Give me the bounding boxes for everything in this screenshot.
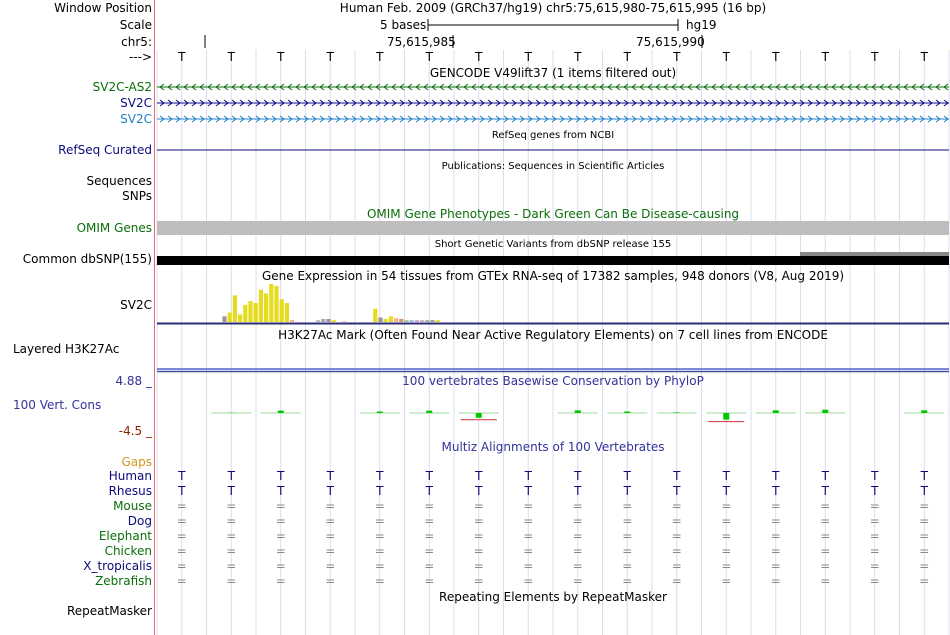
alignment-cell: =	[622, 559, 633, 573]
alignment-cell: =	[374, 574, 385, 588]
alignment-cell: =	[176, 499, 187, 513]
gencode-track-title[interactable]: GENCODE V49lift37 (1 items filtered out)	[429, 66, 677, 80]
alignment-cell: =	[869, 559, 880, 573]
alignment-cell: =	[473, 529, 484, 543]
publications-label-sequences[interactable]: Sequences	[86, 174, 152, 188]
conservation-bar	[773, 410, 779, 413]
window-position-label: Window Position	[54, 1, 152, 15]
dbsnp-bar	[157, 256, 949, 265]
alignment-cell: =	[473, 574, 484, 588]
species-label[interactable]: Mouse	[113, 499, 152, 513]
base-letter: T	[871, 50, 879, 64]
alignment-cell: =	[770, 559, 781, 573]
publications-track-title[interactable]: Publications: Sequences in Scientific Articles	[441, 161, 665, 172]
alignment-cell: =	[869, 529, 880, 543]
multiz-gaps-label[interactable]: Gaps	[121, 455, 152, 469]
base-letter: T	[722, 50, 730, 64]
base-letter: T	[772, 50, 780, 64]
gtex-tissue-bar	[316, 320, 320, 322]
scale-assembly: hg19	[686, 18, 717, 32]
alignment-cell: =	[919, 529, 930, 543]
alignment-cell: =	[820, 574, 831, 588]
alignment-cell: T	[524, 469, 532, 483]
alignment-cell: T	[277, 469, 285, 483]
alignment-cell: =	[770, 514, 781, 528]
alignment-cell: =	[176, 559, 187, 573]
alignment-cell: =	[325, 544, 336, 558]
refseq-track-title[interactable]: RefSeq genes from NCBI	[491, 130, 615, 141]
alignment-cell: =	[572, 499, 583, 513]
gtex-tissue-bar	[404, 320, 408, 322]
alignment-cell: =	[424, 559, 435, 573]
alignment-cell: =	[275, 544, 286, 558]
repeatmasker-track-title[interactable]: Repeating Elements by RepeatMasker	[439, 590, 667, 604]
alignment-cell: =	[523, 514, 534, 528]
gencode-item-sv2c[interactable]: SV2C	[120, 96, 152, 110]
alignment-cell: =	[473, 544, 484, 558]
alignment-cell: T	[772, 469, 780, 483]
gtex-tissue-bar	[248, 301, 252, 322]
base-letter: T	[574, 50, 582, 64]
conservation-bar	[674, 412, 680, 413]
alignment-cell: =	[622, 544, 633, 558]
strand-label: --->	[128, 50, 152, 64]
alignment-cell: =	[770, 574, 781, 588]
alignment-cell: =	[523, 499, 534, 513]
alignment-cell: =	[671, 559, 682, 573]
gtex-tissue-bar	[332, 320, 336, 322]
alignment-cell: T	[425, 484, 433, 498]
alignment-cell: =	[820, 529, 831, 543]
base-letter: T	[326, 50, 334, 64]
gtex-tissue-bar	[264, 294, 268, 323]
alignment-cell: T	[673, 484, 681, 498]
alignment-cell: =	[325, 529, 336, 543]
window-position-value: Human Feb. 2009 (GRCh37/hg19) chr5:75,615,980-75,615,995 (16 bp)	[339, 1, 767, 15]
alignment-cell: T	[920, 484, 928, 498]
alignment-cell: T	[722, 484, 730, 498]
alignment-cell: =	[523, 574, 534, 588]
refseq-track-label[interactable]: RefSeq Curated	[58, 143, 152, 157]
alignment-cell: =	[226, 499, 237, 513]
alignment-cell: T	[227, 469, 235, 483]
conservation-max-label: 4.88 _	[115, 374, 152, 388]
alignment-cell: =	[671, 574, 682, 588]
base-letter: T	[475, 50, 483, 64]
alignment-cell: =	[919, 559, 930, 573]
alignment-cell: T	[871, 469, 879, 483]
coord-left: 75,615,985	[387, 35, 456, 49]
h3k27ac-track-label[interactable]: Layered H3K27Ac	[13, 342, 120, 356]
alignment-cell: =	[919, 544, 930, 558]
alignment-cell: =	[176, 514, 187, 528]
base-letter: T	[376, 50, 384, 64]
alignment-cell: =	[770, 499, 781, 513]
gtex-tissue-bar	[254, 303, 258, 322]
conservation-bar	[624, 412, 630, 414]
alignment-cell: =	[919, 574, 930, 588]
alignment-cell: =	[226, 559, 237, 573]
alignment-cell: =	[176, 529, 187, 543]
dbsnp-track-title[interactable]: Short Genetic Variants from dbSNP release 155	[434, 239, 672, 250]
alignment-cell: T	[376, 469, 384, 483]
alignment-cell: =	[523, 529, 534, 543]
scale-bases-text: 5 bases	[380, 18, 427, 32]
alignment-cell: T	[524, 484, 532, 498]
alignment-cell: T	[871, 484, 879, 498]
gtex-tissue-bar	[425, 320, 429, 322]
alignment-cell: =	[275, 574, 286, 588]
base-letter: T	[524, 50, 532, 64]
base-letter: T	[178, 50, 186, 64]
gtex-tissue-bar	[269, 284, 273, 322]
alignment-cell: =	[770, 529, 781, 543]
alignment-cell: T	[821, 469, 829, 483]
gtex-tissue-bar	[436, 320, 440, 322]
alignment-cell: =	[226, 574, 237, 588]
dbsnp-bar-upper	[800, 252, 949, 256]
alignment-cell: =	[671, 514, 682, 528]
alignment-cell: =	[523, 559, 534, 573]
alignment-cell: =	[869, 514, 880, 528]
alignment-cell: =	[473, 559, 484, 573]
gtex-tissue-bar	[238, 314, 242, 322]
species-label[interactable]: X_tropicalis	[83, 559, 152, 573]
gtex-tissue-bar	[430, 320, 434, 322]
alignment-cell: =	[374, 529, 385, 543]
alignment-cell: T	[722, 469, 730, 483]
alignment-cell: =	[325, 514, 336, 528]
publications-label-snps[interactable]: SNPs	[122, 189, 152, 203]
alignment-cell: =	[820, 499, 831, 513]
alignment-cell: T	[425, 469, 433, 483]
alignment-cell: =	[869, 544, 880, 558]
conservation-bar	[575, 410, 581, 413]
alignment-cell: T	[574, 469, 582, 483]
gtex-tissue-bar	[410, 320, 414, 322]
alignment-cell: =	[919, 499, 930, 513]
gtex-tissue-bar	[399, 319, 403, 322]
conservation-bar	[377, 412, 383, 414]
alignment-cell: =	[770, 544, 781, 558]
base-letter: T	[821, 50, 829, 64]
chrom-label: chr5:	[121, 35, 152, 49]
alignment-cell: T	[475, 469, 483, 483]
conservation-min-label: -4.5 _	[118, 424, 152, 438]
alignment-cell: =	[721, 544, 732, 558]
gtex-tissue-bar	[222, 316, 226, 322]
repeatmasker-track-label[interactable]: RepeatMasker	[66, 604, 152, 618]
alignment-cell: =	[572, 514, 583, 528]
species-label[interactable]: Human	[108, 469, 152, 483]
alignment-cell: =	[622, 514, 633, 528]
alignment-cell: =	[572, 529, 583, 543]
alignment-cell: T	[574, 484, 582, 498]
conservation-bar	[921, 410, 927, 413]
gencode-item-sv2c-as2[interactable]: SV2C-AS2	[92, 80, 152, 94]
alignment-cell: T	[326, 484, 334, 498]
alignment-cell: =	[869, 499, 880, 513]
base-letter: T	[623, 50, 631, 64]
conservation-bar	[278, 411, 284, 413]
alignment-cell: =	[721, 514, 732, 528]
alignment-cell: =	[721, 559, 732, 573]
alignment-cell: =	[374, 499, 385, 513]
gtex-tissue-bar	[389, 316, 393, 322]
gtex-tissue-bar	[290, 320, 294, 322]
alignment-cell: T	[623, 469, 631, 483]
species-label[interactable]: Elephant	[98, 529, 152, 543]
alignment-cell: =	[424, 574, 435, 588]
gtex-tissue-bar	[342, 321, 346, 322]
alignment-cell: =	[572, 544, 583, 558]
conservation-bar	[822, 410, 828, 413]
gtex-tissue-bar	[394, 318, 398, 322]
alignment-cell: =	[325, 499, 336, 513]
multiz-track-title[interactable]: Multiz Alignments of 100 Vertebrates	[441, 440, 665, 454]
alignment-cell: =	[226, 514, 237, 528]
gtex-track-title[interactable]: Gene Expression in 54 tissues from GTEx RNA-seq of 17382 samples, 948 donors (V8, Aug 2019)	[261, 269, 845, 283]
alignment-cell: =	[622, 529, 633, 543]
species-label[interactable]: Rhesus	[108, 484, 152, 498]
dbsnp-track-label[interactable]: Common dbSNP(155)	[22, 252, 152, 266]
alignment-cell: =	[572, 574, 583, 588]
conservation-bar	[723, 413, 729, 420]
alignment-cell: T	[772, 484, 780, 498]
alignment-cell: =	[226, 529, 237, 543]
alignment-cell: =	[374, 514, 385, 528]
base-letter: T	[673, 50, 681, 64]
conservation-track-title[interactable]: 100 vertebrates Basewise Conservation by PhyloP	[402, 374, 704, 388]
alignment-cell: T	[475, 484, 483, 498]
gtex-tissue-bar	[228, 313, 232, 323]
conservation-bar	[426, 411, 432, 413]
gtex-tissue-bar	[321, 319, 325, 322]
alignment-cell: T	[178, 484, 186, 498]
alignment-cell: =	[424, 544, 435, 558]
alignment-cell: =	[374, 544, 385, 558]
alignment-cell: T	[673, 469, 681, 483]
alignment-cell: =	[176, 544, 187, 558]
omim-track-label[interactable]: OMIM Genes	[76, 221, 152, 235]
alignment-cell: =	[721, 499, 732, 513]
gtex-tissue-bar	[259, 290, 263, 322]
alignment-cell: =	[671, 499, 682, 513]
gtex-tissue-bar	[378, 317, 382, 322]
base-letter: T	[920, 50, 928, 64]
alignment-cell: =	[671, 529, 682, 543]
alignment-cell: =	[325, 559, 336, 573]
alignment-cell: =	[572, 559, 583, 573]
gtex-tissue-bar	[233, 295, 237, 322]
gtex-track-label[interactable]: SV2C	[120, 298, 152, 312]
alignment-cell: =	[226, 544, 237, 558]
alignment-cell: =	[721, 529, 732, 543]
alignment-cell: T	[277, 484, 285, 498]
alignment-cell: =	[275, 529, 286, 543]
gencode-item-sv2c-2[interactable]: SV2C	[120, 112, 152, 126]
alignment-cell: T	[326, 469, 334, 483]
alignment-cell: =	[523, 544, 534, 558]
gtex-tissue-bar	[274, 286, 278, 322]
alignment-cell: =	[622, 499, 633, 513]
alignment-cell: T	[376, 484, 384, 498]
alignment-cell: T	[920, 469, 928, 483]
gtex-tissue-bar	[384, 319, 388, 322]
alignment-cell: =	[919, 514, 930, 528]
alignment-cell: T	[623, 484, 631, 498]
alignment-cell: =	[424, 514, 435, 528]
alignment-cell: =	[374, 559, 385, 573]
scale-label: Scale	[119, 18, 152, 32]
alignment-cell: =	[473, 514, 484, 528]
alignment-cell: T	[821, 484, 829, 498]
base-letter: T	[227, 50, 235, 64]
alignment-cell: =	[820, 559, 831, 573]
species-label[interactable]: Dog	[127, 514, 152, 528]
alignment-cell: =	[820, 514, 831, 528]
label-divider	[154, 0, 155, 635]
gtex-tissue-bar	[285, 303, 289, 322]
h3k27ac-track-title[interactable]: H3K27Ac Mark (Often Found Near Active Regulatory Elements) on 7 cell lines from ENCODE	[278, 328, 828, 342]
gtex-tissue-bar	[326, 319, 330, 322]
conservation-track-label[interactable]: 100 Vert. Cons	[13, 398, 102, 412]
gtex-tissue-bar	[415, 320, 419, 322]
base-letter: T	[425, 50, 433, 64]
gtex-tissue-bar	[373, 309, 377, 322]
species-label[interactable]: Zebrafish	[95, 574, 152, 588]
alignment-cell: =	[820, 544, 831, 558]
omim-bar	[157, 221, 949, 235]
alignment-cell: =	[275, 499, 286, 513]
gtex-tissue-bar	[420, 320, 424, 322]
alignment-cell: =	[424, 499, 435, 513]
alignment-cell: =	[721, 574, 732, 588]
alignment-cell: =	[473, 499, 484, 513]
alignment-cell: T	[227, 484, 235, 498]
alignment-cell: =	[671, 544, 682, 558]
alignment-cell: =	[622, 574, 633, 588]
alignment-cell: T	[178, 469, 186, 483]
alignment-cell: =	[869, 574, 880, 588]
alignment-cell: =	[325, 574, 336, 588]
alignment-cell: =	[176, 574, 187, 588]
gtex-tissue-bar	[280, 299, 284, 322]
omim-track-title[interactable]: OMIM Gene Phenotypes - Dark Green Can Be Disease-causing	[366, 207, 740, 221]
gtex-tissue-bar	[243, 305, 247, 322]
alignment-cell: =	[424, 529, 435, 543]
species-label[interactable]: Chicken	[104, 544, 152, 558]
conservation-bar	[476, 413, 482, 418]
coord-right: 75,615,990	[636, 35, 705, 49]
base-letter: T	[277, 50, 285, 64]
alignment-cell: =	[275, 559, 286, 573]
alignment-cell: =	[275, 514, 286, 528]
